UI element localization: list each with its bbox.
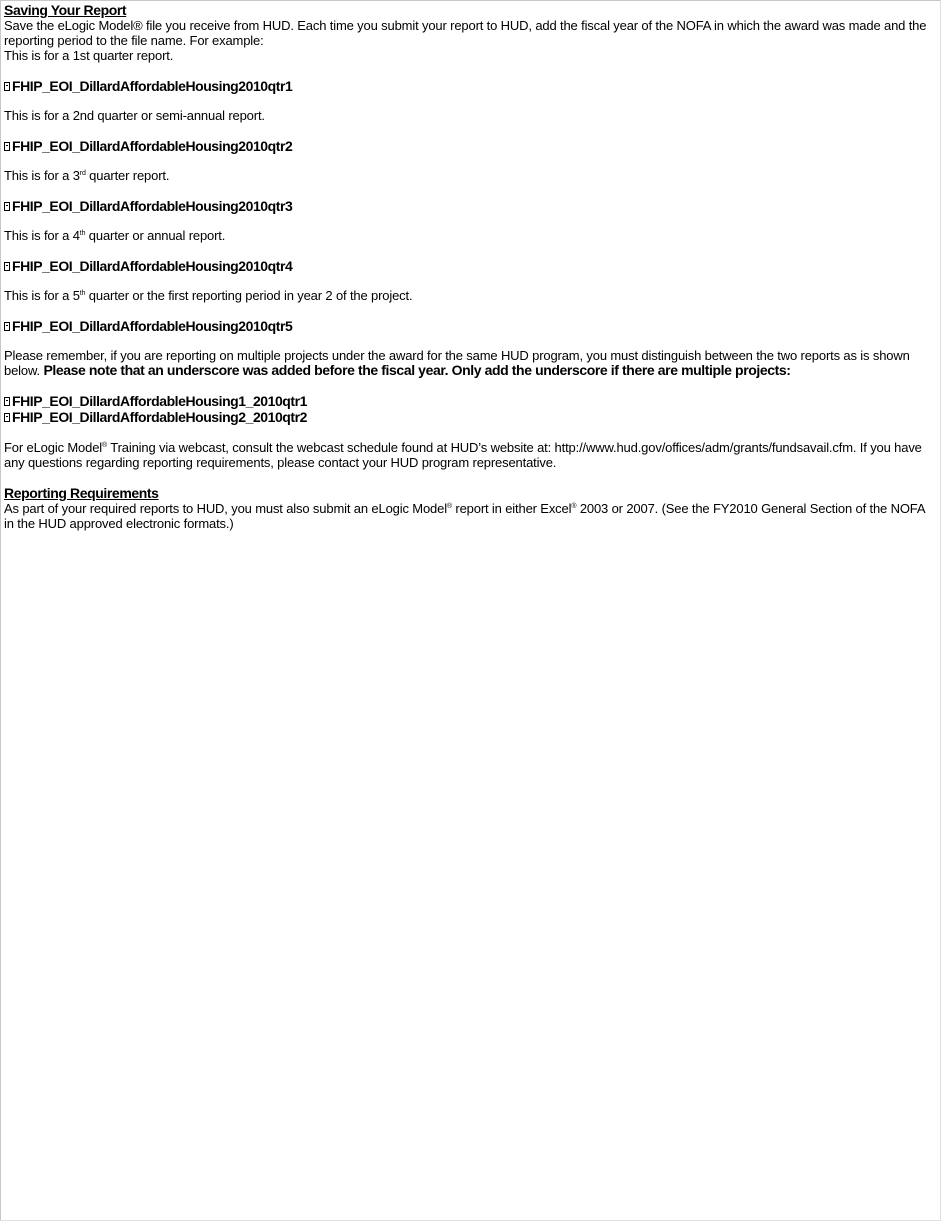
training-info <box>4 440 934 470</box>
reporting-requirements-text <box>4 501 934 531</box>
q3-filename <box>4 198 934 214</box>
q5-description <box>4 288 934 303</box>
multi-filename-1-text: FHIP_EOI_DillardAffordableHousing1_2010qtr1 <box>12 393 307 409</box>
saving-report-heading: Saving Your Report <box>4 2 127 18</box>
multi-filename-2 <box>4 409 934 425</box>
multi-note-bold: Please note that an underscore was added before the fiscal year. Only add the underscore if there are multiple projects: <box>43 362 791 378</box>
missing-glyph-icon <box>4 142 10 151</box>
q3-filename-text: FHIP_EOI_DillardAffordableHousing2010qtr3 <box>12 198 293 214</box>
q5-filename-text: FHIP_EOI_DillardAffordableHousing2010qtr5 <box>12 318 293 334</box>
training-pre: For eLogic Model <box>4 440 103 455</box>
q4-desc-pre: This is for a 4 <box>4 228 80 243</box>
q1-filename-text: FHIP_EOI_DillardAffordableHousing2010qtr1 <box>12 78 293 94</box>
missing-glyph-icon <box>4 262 10 271</box>
q4-filename <box>4 258 934 274</box>
q3-description <box>4 168 934 183</box>
training-post: Training via webcast, consult the webcast schedule found at HUD’s website at: http://www.hud.gov/offices/adm/grants/fundsavail.cfm. If you have any questions regarding reporting requirements, please contact your HUD program representative. <box>4 440 922 470</box>
missing-glyph-icon <box>4 82 10 91</box>
saving-intro-text: Save the eLogic Model® file you receive from HUD. Each time you submit your report to HUD, add the fiscal year of the NOFA in which the award was made and the reporting period to the file name. For example: <box>4 18 927 48</box>
missing-glyph-icon <box>4 322 10 331</box>
multi-filename-1 <box>4 393 934 409</box>
req-text-sup1: ® <box>446 503 452 510</box>
q2-description: This is for a 2nd quarter or semi-annual report. <box>4 108 265 123</box>
req-text-pre: As part of your required reports to HUD, you must also submit an eLogic Model <box>4 501 447 516</box>
q3-desc-pre: This is for a 3 <box>4 168 80 183</box>
missing-glyph-icon <box>4 202 10 211</box>
q4-filename-text: FHIP_EOI_DillardAffordableHousing2010qtr4 <box>12 258 293 274</box>
q5-desc-sup: th <box>79 290 86 297</box>
q2-filename <box>4 138 934 154</box>
req-text-mid: report in either Excel <box>451 501 572 516</box>
q3-desc-sup: rd <box>79 170 86 177</box>
q3-desc-post: quarter report. <box>85 168 170 183</box>
q4-description <box>4 228 934 243</box>
training-sup: ® <box>102 442 108 449</box>
multi-filename-2-text: FHIP_EOI_DillardAffordableHousing2_2010qtr2 <box>12 409 307 425</box>
q4-desc-sup: th <box>79 230 86 237</box>
instructions-content <box>4 1 934 531</box>
req-text-sup2: ® <box>571 503 577 510</box>
multi-note-text: Please remember, if you are reporting on multiple projects under the award for the same HUD program, you must distinguish between the two reports as is shown below. <box>4 348 910 378</box>
q5-desc-post: quarter or the first reporting period in year 2 of the project. <box>85 288 413 303</box>
missing-glyph-icon <box>4 413 10 422</box>
q1-filename <box>4 78 934 94</box>
reporting-requirements-heading: Reporting Requirements <box>4 485 159 501</box>
q1-description: This is for a 1st quarter report. <box>4 48 174 63</box>
q2-filename-text: FHIP_EOI_DillardAffordableHousing2010qtr2 <box>12 138 293 154</box>
multiple-projects-note <box>4 348 934 378</box>
missing-glyph-icon <box>4 397 10 406</box>
q5-desc-pre: This is for a 5 <box>4 288 80 303</box>
q5-filename <box>4 318 934 334</box>
q4-desc-post: quarter or annual report. <box>85 228 226 243</box>
req-text-post: 2003 or 2007. (See the FY2010 General Section of the NOFA in the HUD approved electronic formats.) <box>4 501 925 531</box>
